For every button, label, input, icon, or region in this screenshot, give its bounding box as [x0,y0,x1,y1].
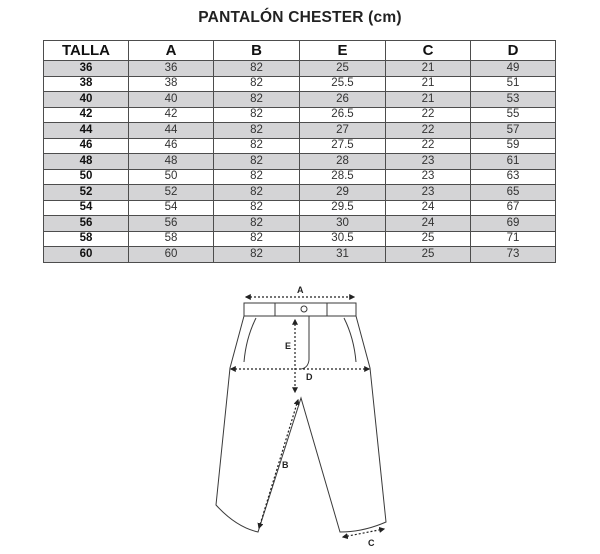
pants-outline [216,303,386,532]
pocket-right [344,318,356,362]
label-c: C [368,538,375,548]
cell-talla: 40 [44,92,129,108]
cell-e: 28.5 [300,169,386,185]
cell-talla: 52 [44,185,129,201]
cell-e: 27.5 [300,138,386,154]
header-a: A [129,41,214,61]
page-title: PANTALÓN CHESTER (cm) [198,9,402,26]
waist-button [301,306,307,312]
cell-d: 61 [471,154,556,170]
cell-b: 82 [214,76,300,92]
cell-e: 29 [300,185,386,201]
cell-talla: 54 [44,200,129,216]
cell-b: 82 [214,185,300,201]
cell-b: 82 [214,231,300,247]
header-c: C [386,41,471,61]
cell-talla: 46 [44,138,129,154]
pocket-left [244,318,256,362]
cell-a: 44 [129,123,214,139]
header-talla: TALLA [44,41,129,61]
arrow-c [343,529,384,537]
cell-talla: 56 [44,216,129,232]
cell-b: 82 [214,200,300,216]
cell-c: 23 [386,154,471,170]
cell-c: 21 [386,92,471,108]
cell-e: 29.5 [300,200,386,216]
cell-d: 55 [471,107,556,123]
cell-a: 58 [129,231,214,247]
cell-b: 82 [214,216,300,232]
cell-d: 63 [471,169,556,185]
cell-e: 26.5 [300,107,386,123]
cell-b: 82 [214,138,300,154]
waistband [244,303,356,316]
cell-d: 69 [471,216,556,232]
cell-e: 30 [300,216,386,232]
cell-d: 59 [471,138,556,154]
cell-b: 82 [214,123,300,139]
cell-b: 82 [214,169,300,185]
cell-c: 25 [386,231,471,247]
label-d: D [306,372,313,382]
label-e: E [285,341,292,351]
pants-body [216,316,386,532]
cell-talla: 58 [44,231,129,247]
cell-a: 42 [129,107,214,123]
cell-c: 21 [386,61,471,77]
arrow-b [259,400,298,528]
cell-talla: 50 [44,169,129,185]
cell-e: 27 [300,123,386,139]
cell-talla: 48 [44,154,129,170]
cell-e: 25.5 [300,76,386,92]
cell-talla: 36 [44,61,129,77]
cell-e: 30.5 [300,231,386,247]
cell-c: 22 [386,107,471,123]
cell-b: 82 [214,61,300,77]
cell-d: 51 [471,76,556,92]
cell-b: 82 [214,92,300,108]
cell-d: 73 [471,247,556,263]
cell-d: 53 [471,92,556,108]
cell-talla: 38 [44,76,129,92]
cell-c: 21 [386,76,471,92]
cell-a: 54 [129,200,214,216]
cell-a: 60 [129,247,214,263]
cell-talla: 60 [44,247,129,263]
cell-e: 26 [300,92,386,108]
cell-b: 82 [214,154,300,170]
cell-c: 22 [386,123,471,139]
fly-seam [301,316,309,369]
cell-c: 23 [386,185,471,201]
cell-c: 23 [386,169,471,185]
header-e: E [300,41,386,61]
cell-e: 25 [300,61,386,77]
cell-d: 71 [471,231,556,247]
cell-a: 48 [129,154,214,170]
cell-c: 24 [386,200,471,216]
cell-a: 52 [129,185,214,201]
cell-c: 22 [386,138,471,154]
cell-d: 67 [471,200,556,216]
cell-d: 65 [471,185,556,201]
cell-d: 57 [471,123,556,139]
cell-talla: 44 [44,123,129,139]
cell-a: 40 [129,92,214,108]
label-a: A [297,285,304,295]
cell-c: 24 [386,216,471,232]
cell-a: 50 [129,169,214,185]
cell-b: 82 [214,107,300,123]
cell-a: 56 [129,216,214,232]
cell-e: 28 [300,154,386,170]
cell-d: 49 [471,61,556,77]
cell-talla: 42 [44,107,129,123]
cell-a: 46 [129,138,214,154]
cell-b: 82 [214,247,300,263]
cell-a: 38 [129,76,214,92]
cell-c: 25 [386,247,471,263]
header-b: B [214,41,300,61]
cell-e: 31 [300,247,386,263]
header-d: D [471,41,556,61]
cell-a: 36 [129,61,214,77]
label-b: B [282,460,289,470]
